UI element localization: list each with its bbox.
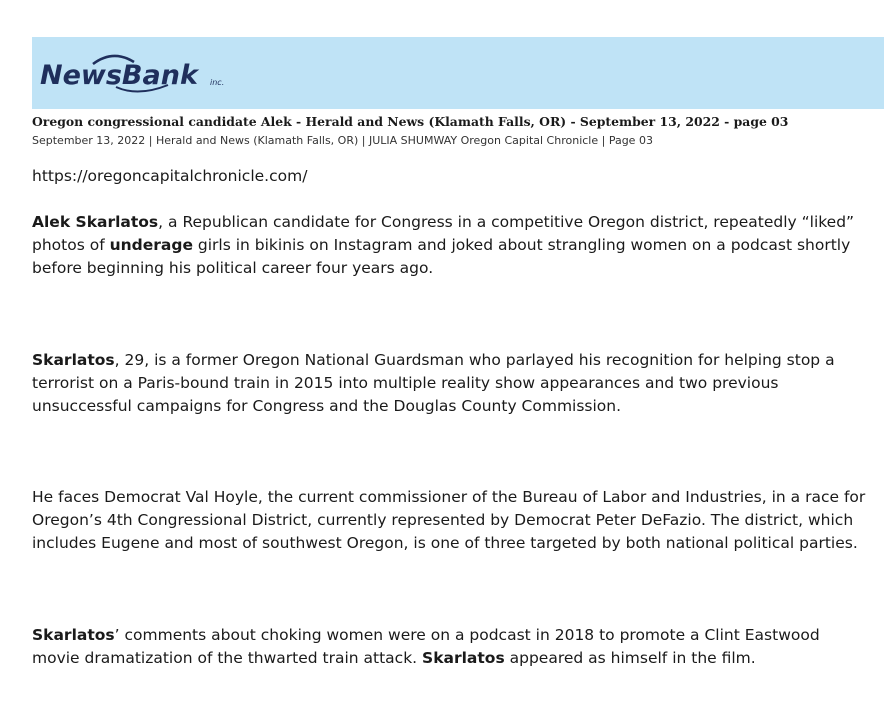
source-url[interactable]: https://oregoncapitalchronicle.com/: [32, 167, 308, 185]
bold-name: Skarlatos: [32, 351, 115, 369]
bold-name: Skarlatos: [422, 649, 505, 667]
bold-name: Alek Skarlatos: [32, 213, 159, 231]
paragraph-text: ’ comments about choking women were on a podcast in 2018 to promote a Clint Eastwood movie dramatization of the thwarted train attack.: [32, 626, 820, 667]
paragraph-text: appeared as himself in the film.: [504, 649, 756, 667]
logo-text: NewsBank: [40, 60, 198, 91]
paragraph-text: He faces Democrat Val Hoyle, the current commissioner of the Bureau of Labor and Industries, in a race for Oregon’s 4th Congressional District, currently represented by Democrat Peter DeFazio. The district, which includes Eugene and most of southwest Oregon, is one of three targeted by both national political parties.: [32, 488, 866, 552]
header-banner: [32, 37, 884, 109]
paragraph-text: girls in bikinis on Instagram and joked about strangling women on a podcast shortly before beginning his political career four years ago.: [32, 236, 851, 277]
article-title: Oregon congressional candidate Alek - Herald and News (Klamath Falls, OR) - September 13, 2022 - page 03: [32, 114, 789, 129]
article-meta: September 13, 2022 | Herald and News (Klamath Falls, OR) | JULIA SHUMWAY Oregon Capital Chronicle | Page 03: [32, 134, 653, 147]
logo-suffix: inc.: [210, 78, 225, 87]
paragraph-text: , 29, is a former Oregon National Guardsman who parlayed his recognition for helping stop a terrorist on a Paris-bound train in 2015 into multiple reality show appearances and two previous unsuccessful campaigns for Congress and the Douglas County Commission.: [32, 351, 835, 415]
paragraph-4: [32, 624, 872, 670]
bold-name: Skarlatos: [32, 626, 115, 644]
newsbank-logo[interactable]: [38, 47, 238, 97]
paragraph-text: , a Republican candidate for Congress in a competitive Oregon district, repeatedly “liked” photos of: [32, 213, 855, 254]
bold-term: underage: [109, 236, 193, 254]
paragraph-1: [32, 211, 872, 280]
paragraph-2: [32, 349, 872, 418]
paragraph-3: [32, 486, 872, 555]
